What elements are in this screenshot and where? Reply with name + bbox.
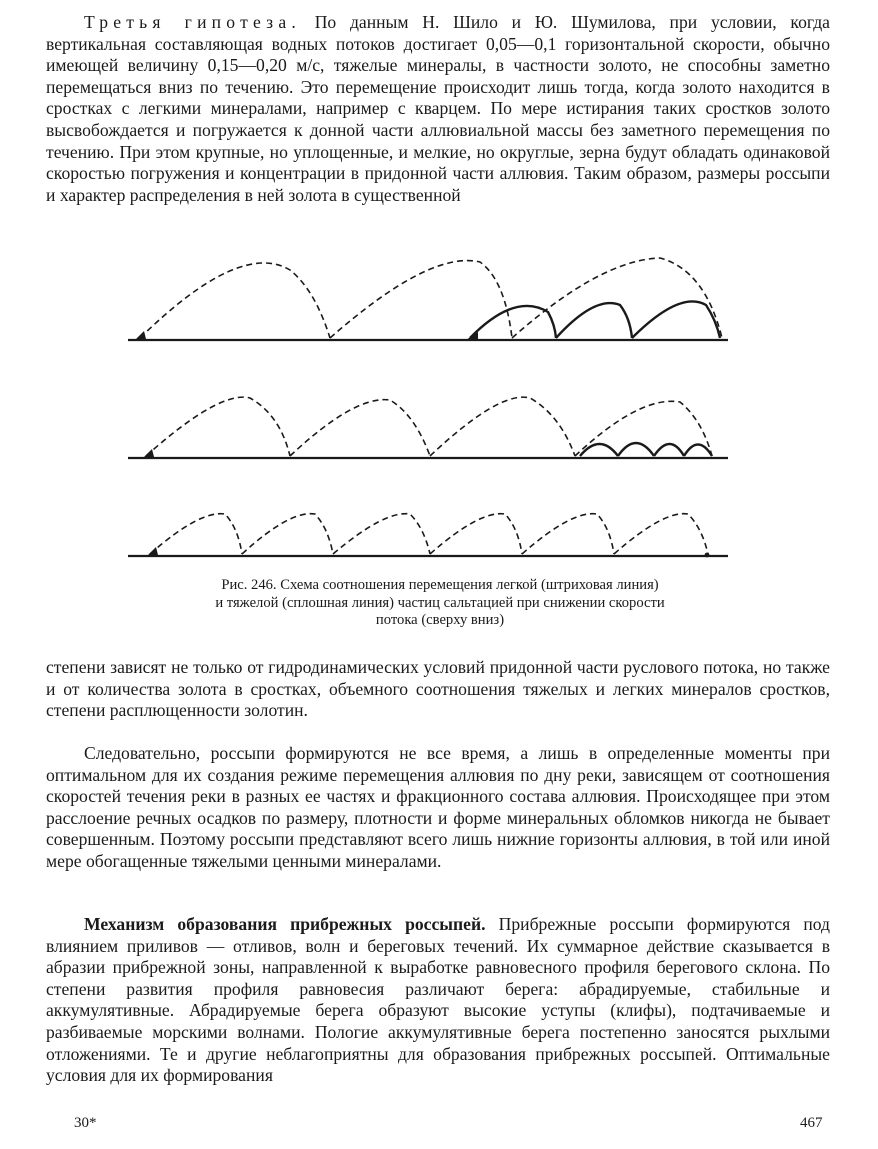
sheet-signature: 30* bbox=[74, 1115, 97, 1131]
heavy-particle-dot bbox=[705, 553, 710, 558]
heavy-particle-path bbox=[684, 445, 712, 457]
heavy-particle-path bbox=[556, 303, 632, 338]
light-particle-path bbox=[150, 514, 242, 554]
light-particle-path bbox=[430, 514, 522, 554]
paragraph-coastal-placers bbox=[46, 914, 830, 1087]
light-particle-path bbox=[290, 400, 430, 456]
arrowhead bbox=[466, 332, 478, 340]
paragraph-text: По данным Н. Шило и Ю. Шумилова, при условии, когда вертикальная составляющая водных потоков достигает 0,05—0,1 горизонтальной скорости, обычно имеющей величину 0,15—0,20 м/с, тяжелые минералы, в частности золото, не способны заметно перемещаться вниз по течению. Это перемещение происходит лишь тогда, когда золото находится в сростках с легкими минералами, например с кварцем. По мере истирания таких сростков золото высвобождается и погружается к донной части аллювиальной массы без заметного перемещения по течению. При этом крупные, но уплощенные, и мелкие, но округлые, зерна будут обладать одинаковой скоростью погружения и концентрации в придонной части аллювия. Таким образом, размеры россыпи и характер распределения в ней золота в существенной bbox=[46, 12, 830, 205]
light-particle-path bbox=[430, 397, 575, 456]
caption-line: Рис. 246. Схема соотношения перемещения легкой (штриховая линия) bbox=[221, 577, 659, 593]
paragraph-conclusion: Следовательно, россыпи формируются не все время, а лишь в определенные моменты при оптимальном для их создания режиме перемещения аллювия по дну реки, зависящем от соотношения скоростей течения реки в разных ее частях и фракционного состава аллювия. Происходящее при этом расслоение речных осадков по размеру, плотности и форме минеральных обломков никогда не бывает совершенным. Поэтому россыпи представляют всего лишь нижние горизонты аллювия, в той или иной мере обогащенные тяжелыми ценными минералами. bbox=[46, 743, 830, 871]
heavy-particle-path bbox=[654, 444, 684, 456]
light-particle-path bbox=[330, 261, 512, 338]
light-particle-path bbox=[614, 514, 708, 554]
light-particle-path bbox=[522, 514, 614, 554]
hypothesis-heading: Третья гипотеза. bbox=[84, 12, 301, 32]
section-heading: Механизм образования прибрежных россыпей. bbox=[84, 914, 486, 934]
caption-line: и тяжелой (сплошная линия) частиц сальтацией при снижении скорости bbox=[215, 594, 665, 611]
light-particle-path bbox=[512, 258, 722, 338]
light-particle-path bbox=[333, 514, 430, 554]
paragraph-continuation: степени зависят не только от гидродинамических условий придонной части руслового потока, но также и от количества золота в сростках, объемного соотношения тяжелых и легких минералов сростков, степени расплющенности золотин. bbox=[46, 657, 830, 721]
figure-caption bbox=[120, 577, 760, 630]
light-particle-path bbox=[140, 263, 330, 338]
heavy-particle-path bbox=[470, 306, 556, 338]
paragraph-text: Прибрежные россыпи формируются под влиянием приливов — отливов, волн и береговых течений. Их суммарное действие сказывается в абразии прибрежной зоны, направленной к выработке равновесного профиля берегового склона. По степени развития профиля равновесия различают берега: абрадируемые, стабильные и аккумулятивные. Абрадируемые берега образуют высокие уступы (клифы), подтачиваемые и разбиваемые морскими волнами. Пологие аккумулятивные берега постепенно заносятся рыхлыми отложениями. Те и другие неблагоприятны для образования прибрежных россыпей. Оптимальные условия для их формирования bbox=[46, 914, 830, 1086]
heavy-particle-path bbox=[618, 443, 654, 456]
light-particle-path bbox=[242, 514, 333, 554]
light-particle-path bbox=[146, 397, 290, 456]
caption-line: потока (сверху вниз) bbox=[375, 612, 505, 628]
heavy-particle-path bbox=[632, 301, 720, 338]
page-number: 467 bbox=[800, 1115, 823, 1131]
